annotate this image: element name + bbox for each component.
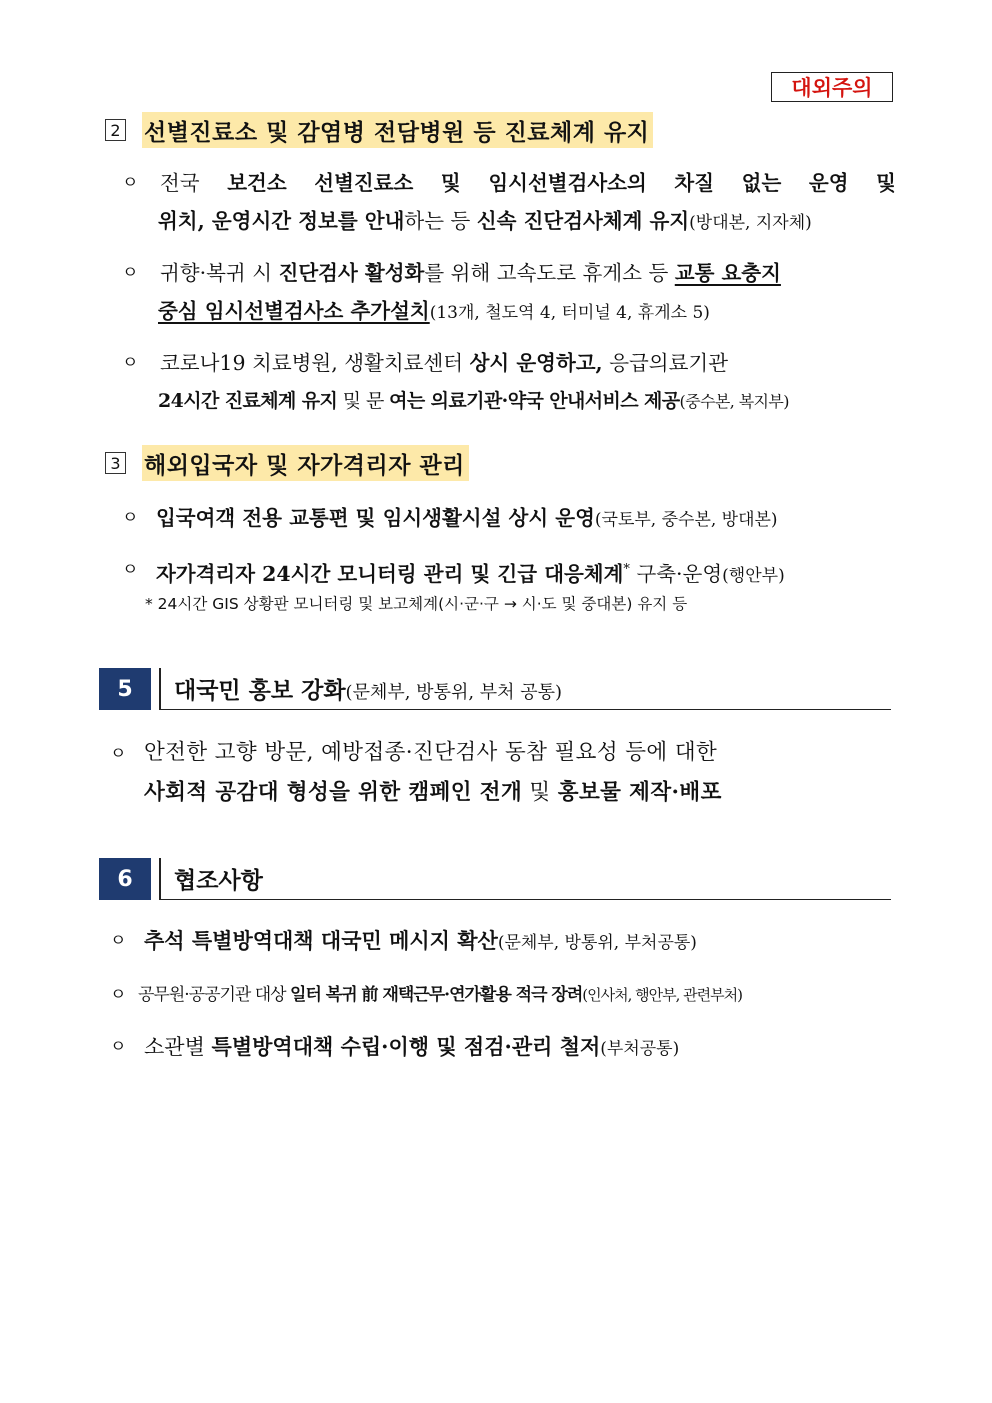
section-5-underline: [159, 709, 891, 711]
section-6-underline: [159, 899, 891, 901]
bullet-marker: ㅇ: [122, 263, 139, 283]
bullet-marker: ㅇ: [110, 1037, 127, 1057]
subsection-3-number: 3: [105, 452, 126, 474]
sec6-bullet-2: [108, 976, 742, 1014]
bullet-marker: ㅇ: [110, 985, 127, 1005]
section-6-number: 6: [99, 858, 151, 900]
sub2-bullet-2-line-2: 중심 임시선별검사소 추가설치(13개, 철도역 4, 터미널 4, 휴게소 5): [158, 299, 710, 323]
section-5-heading: [99, 668, 891, 710]
bullet-marker: ㅇ: [122, 353, 139, 373]
section-5-title: 대국민 홍보 강화(문체부, 방통위, 부처 공통): [174, 678, 563, 704]
section-6-heading: [99, 858, 891, 900]
sec6-bullet-1: [108, 922, 697, 962]
sec5-bullet-1: [108, 733, 722, 813]
sub3-bullet-1: [120, 499, 778, 539]
sub2-bullet-3: [120, 344, 789, 421]
subsection-2-heading: [105, 113, 653, 147]
bullet-marker: ㅇ: [122, 508, 139, 528]
sub2-bullet-1-line-2: 위치, 운영시간 정보를 안내하는 등 신속 진단검사체계 유지(방대본, 지자체): [158, 209, 812, 233]
sec6-bullet-2-line: 공무원·공공기관 대상 일터 복귀 前 재택근무·연가활용 적극 장려(인사처, 행안부, 관련부처): [138, 985, 742, 1005]
subsection-3-title: 해외입국자 및 자가격리자 관리: [142, 445, 469, 481]
section-5-number: 5: [99, 668, 151, 710]
sub3-bullet-2: [120, 551, 785, 595]
sec5-bullet-1-line-1: 안전한 고향 방문, 예방접종·진단검사 동참 필요성 등에 대한: [144, 740, 718, 765]
bullet-marker: ㅇ: [122, 173, 139, 193]
sub2-bullet-1: [120, 164, 896, 242]
subsection-3-heading: [105, 446, 469, 480]
sub3-footnote: * 24시간 GIS 상황판 모니터링 및 보고체계(시·군·구 → 시·도 및 중대본) 유지 등: [145, 595, 688, 613]
sec5-bullet-1-line-2: 사회적 공감대 형성을 위한 캠페인 전개 및 홍보물 제작·배포: [144, 780, 722, 805]
sub2-bullet-3-line-1: 코로나19 치료병원, 생활치료센터 상시 운영하고, 응급의료기관: [160, 351, 729, 375]
sub2-bullet-3-line-2: 24시간 진료체계 유지 및 문 여는 의료기관·약국 안내서비스 제공(중수본, 복지부): [158, 390, 789, 412]
subsection-2-number: 2: [105, 119, 126, 141]
sec6-bullet-1-line: 추석 특별방역대책 대국민 메시지 확산(문체부, 방통위, 부처공통): [144, 928, 697, 953]
subsection-2-title: 선별진료소 및 감염병 전담병원 등 진료체계 유지: [142, 112, 653, 148]
section-6-title: 협조사항: [174, 868, 263, 894]
sec6-bullet-3-line: 소관별 특별방역대책 수립·이행 및 점검·관리 철저(부처공통): [144, 1034, 680, 1059]
sub3-bullet-2-line: 자가격리자 24시간 모니터링 관리 및 긴급 대응체계* 구축·운영(행안부): [156, 561, 785, 586]
bullet-marker: ㅇ: [110, 744, 127, 764]
bullet-marker: ㅇ: [122, 560, 139, 580]
sub2-bullet-2-line-1: 귀향·복귀 시 진단검사 활성화를 위해 고속도로 휴게소 등 교통 요충지: [160, 261, 781, 285]
section-5-divider: [159, 668, 161, 710]
confidential-stamp: 대외주의: [771, 72, 893, 102]
sub2-bullet-1-line-1: 전국 보건소 선별진료소 및 임시선별검사소의 차질 없는 운영 및: [160, 171, 896, 195]
sec6-bullet-3: [108, 1028, 679, 1068]
sub2-bullet-2: [120, 254, 781, 332]
sub3-bullet-1-line: 입국여객 전용 교통편 및 임시생활시설 상시 운영(국토부, 중수본, 방대본): [156, 506, 778, 530]
section-6-divider: [159, 858, 161, 900]
bullet-marker: ㅇ: [110, 931, 127, 951]
